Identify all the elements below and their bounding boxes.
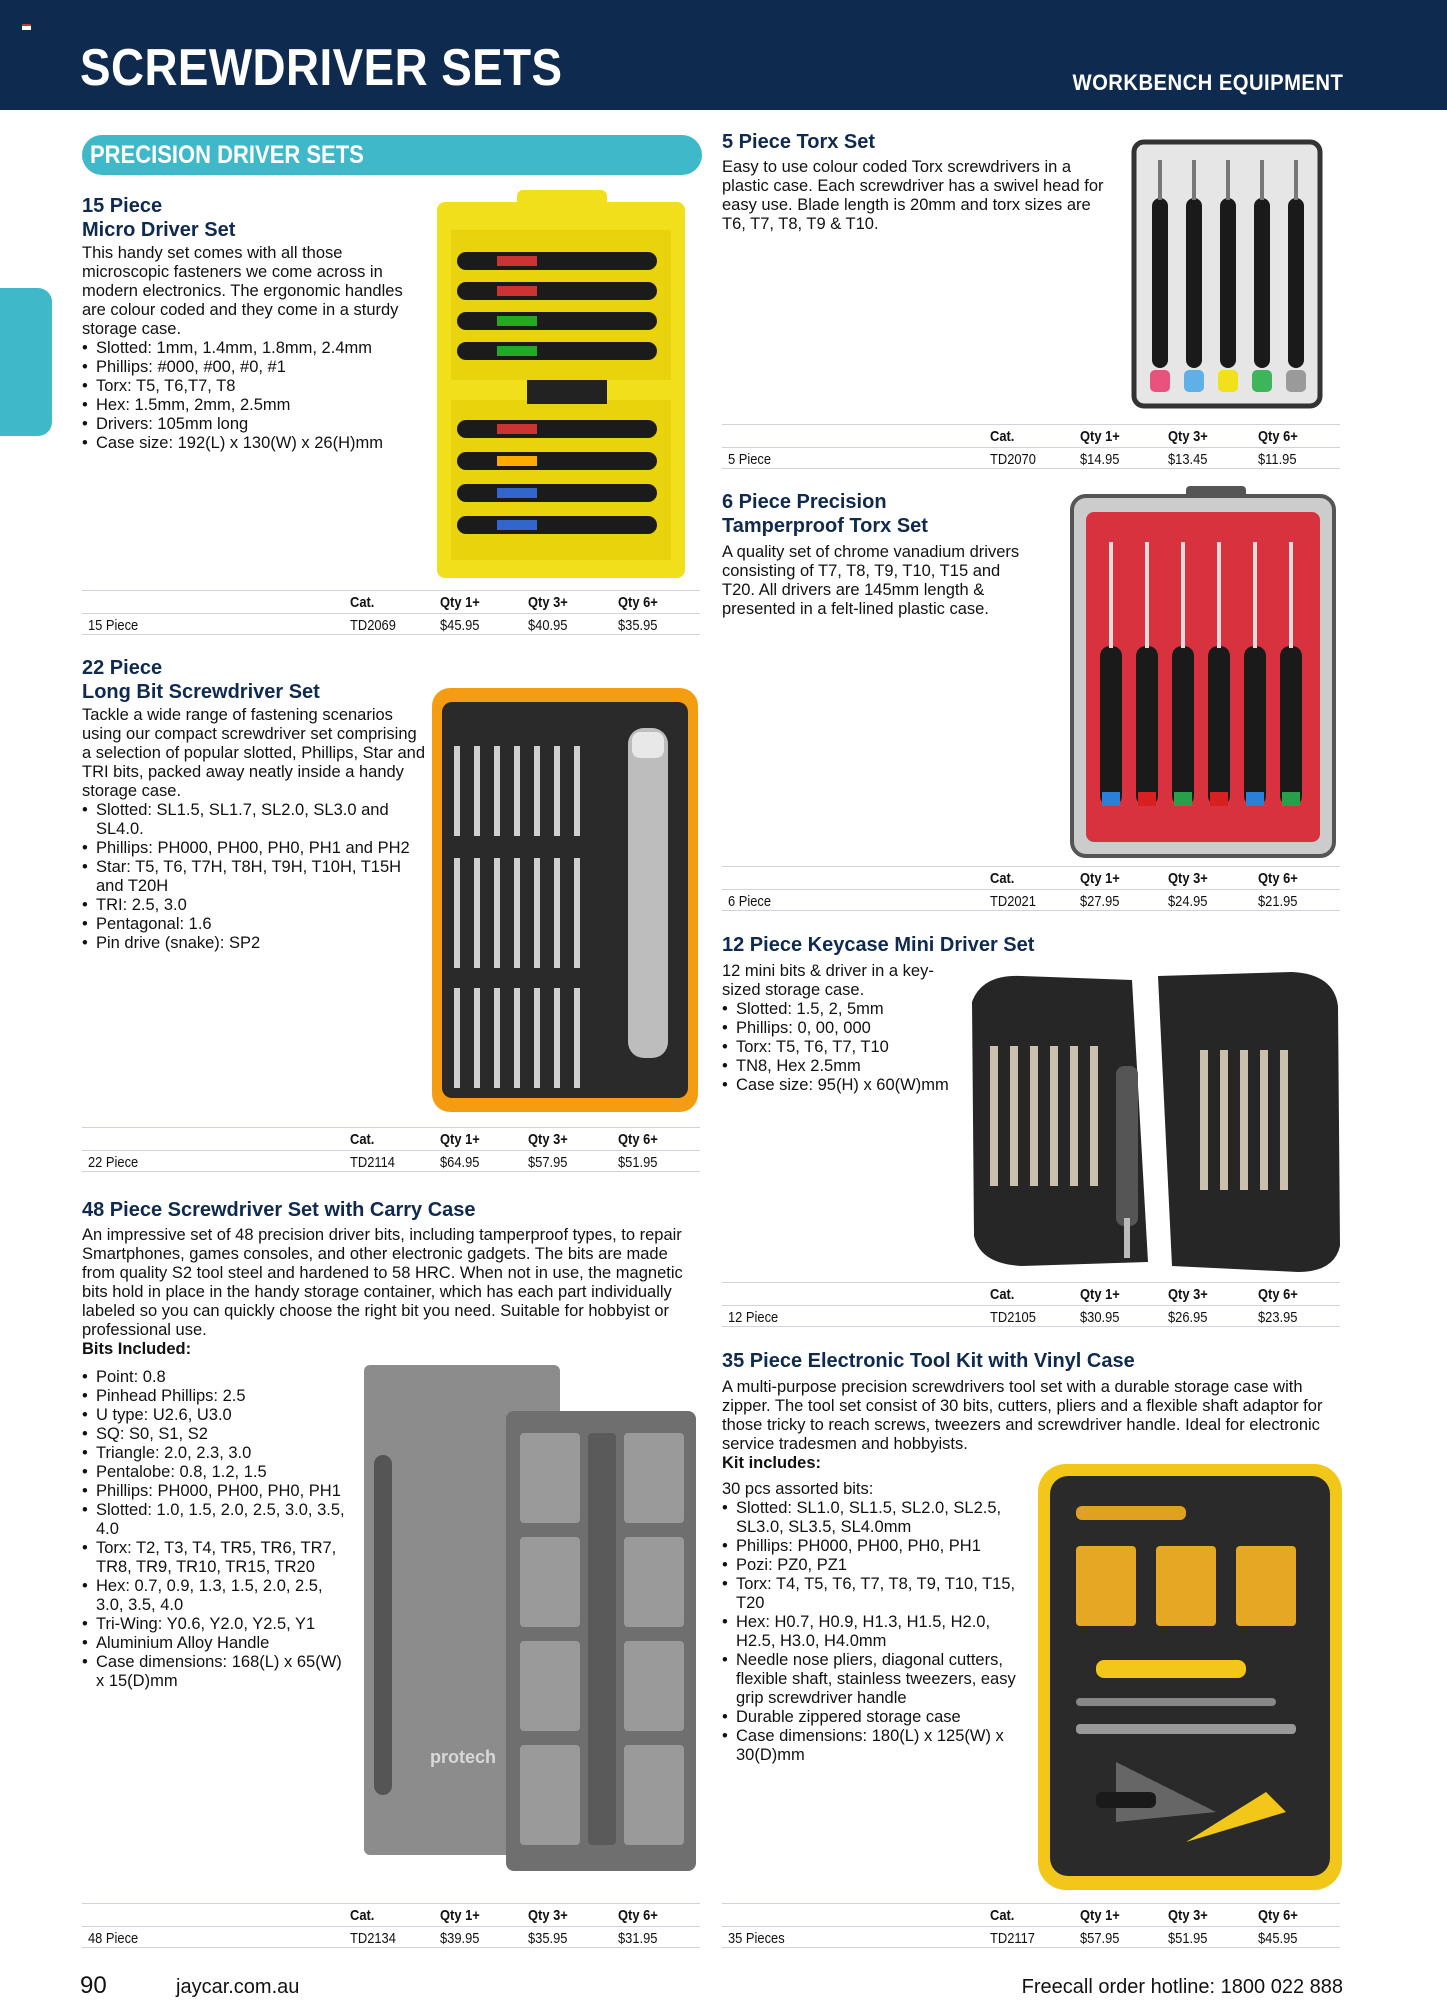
row-qty3: $13.45 (1168, 451, 1208, 468)
page-title: SCREWDRIVER SETS (80, 39, 563, 97)
section-subtitle: WORKBENCH EQUIPMENT (1072, 70, 1343, 95)
product-image-12-piece (962, 966, 1344, 1278)
row-name: 12 Piece (728, 1309, 779, 1326)
carry-case-graphic (364, 1365, 700, 1875)
product-desc-12-piece (722, 962, 952, 1095)
row-qty1: $30.95 (1080, 1309, 1120, 1326)
title-line-2: Long Bit Screwdriver Set (82, 681, 320, 703)
col-qty3: Qty 3+ (1168, 1286, 1208, 1303)
row-cat: TD2070 (990, 451, 1036, 468)
col-cat: Cat. (350, 1907, 375, 1924)
col-qty1: Qty 1+ (1080, 1907, 1120, 1924)
product-intro: Easy to use colour coded Torx screwdrivers in a plastic case. Each screwdriver has a swivel head for easy use. Blade length is 20mm and torx sizes are T6, T7, T8, T9 & T10. (722, 158, 1104, 233)
price-row (82, 1926, 700, 1948)
product-intro-48-piece (82, 1226, 700, 1359)
row-qty1: $39.95 (440, 1930, 480, 1947)
spec-item: • Hex: 1.5mm, 2mm, 2.5mm (82, 396, 427, 415)
product-image-35-piece (1036, 1462, 1344, 1892)
price-table-header (82, 1903, 700, 1925)
spec-item: • Star: T5, T6, T7H, T8H, T9H, T10H, T15H and T20H (82, 858, 427, 896)
col-qty1: Qty 1+ (440, 1131, 480, 1148)
kit-subheading: 30 pcs assorted bits: (722, 1480, 874, 1498)
spec-item: • Slotted: 1.0, 1.5, 2.0, 2.5, 3.0, 3.5, 4.0 (82, 1501, 352, 1539)
col-qty6: Qty 6+ (1258, 428, 1298, 445)
product-desc-6-piece (722, 543, 1032, 619)
price-row (722, 1305, 1340, 1327)
spec-item: • Phillips: PH000, PH00, PH0, PH1 (82, 1482, 352, 1501)
col-cat: Cat. (990, 428, 1015, 445)
spec-item: • Slotted: 1.5, 2, 5mm (722, 1000, 952, 1019)
row-cat: TD2134 (350, 1930, 396, 1947)
spec-list (722, 1499, 1022, 1765)
product-intro: Tackle a wide range of fastening scenarios using our compact screwdriver set comprising a selection of popular slotted, Phillips, Star and TRI bits, packed away neatly inside a handy storage case. (82, 706, 426, 800)
spec-item: • Phillips: 0, 00, 000 (722, 1019, 952, 1038)
spec-list (82, 339, 427, 453)
row-qty6: $31.95 (618, 1930, 658, 1947)
row-cat: TD2105 (990, 1309, 1036, 1326)
price-table-header (82, 1127, 700, 1149)
row-qty3: $57.95 (528, 1154, 568, 1171)
product-title-15-piece (82, 194, 235, 242)
spec-item: • Torx: T5, T6, T7, T10 (722, 1038, 952, 1057)
spec-item: • Case dimensions: 168(L) x 65(W) x 15(D)mm (82, 1653, 352, 1691)
col-qty6: Qty 6+ (1258, 1286, 1298, 1303)
row-name: 6 Piece (728, 893, 772, 910)
row-qty6: $45.95 (1258, 1930, 1298, 1947)
spec-list (82, 801, 427, 953)
title-line-1: 22 Piece (82, 657, 163, 679)
row-cat: TD2069 (350, 617, 396, 634)
col-qty3: Qty 3+ (528, 594, 568, 611)
product-intro: A quality set of chrome vanadium drivers consisting of T7, T8, T9, T10, T15 and T20. All drivers are 145mm length & presented in a felt-lined plastic case. (722, 543, 1020, 618)
row-qty1: $27.95 (1080, 893, 1120, 910)
spec-list (82, 1368, 352, 1691)
product-image-48-piece (364, 1365, 700, 1875)
row-qty1: $45.95 (440, 617, 480, 634)
spec-item: • Phillips: PH000, PH00, PH0, PH1 (722, 1537, 1022, 1556)
col-cat: Cat. (350, 594, 375, 611)
flag-icon (22, 24, 31, 30)
title-line-2: Tamperproof Torx Set (722, 515, 928, 537)
title-line-1: 6 Piece Precision (722, 491, 887, 513)
product-title-12-piece: 12 Piece Keycase Mini Driver Set (722, 934, 1035, 956)
row-qty6: $23.95 (1258, 1309, 1298, 1326)
spec-item: • Phillips: PH000, PH00, PH0, PH1 and PH2 (82, 839, 427, 858)
product-image-6-piece (1070, 486, 1344, 858)
product-title-35-piece: 35 Piece Electronic Tool Kit with Vinyl Case (722, 1350, 1135, 1372)
col-qty1: Qty 1+ (1080, 1286, 1120, 1303)
spec-item: • Hex: 0.7, 0.9, 1.3, 1.5, 2.0, 2.5, 3.0, 3.5, 4.0 (82, 1577, 352, 1615)
col-qty6: Qty 6+ (1258, 1907, 1298, 1924)
product-title-5-piece: 5 Piece Torx Set (722, 131, 876, 153)
spec-item: • TN8, Hex 2.5mm (722, 1057, 952, 1076)
spec-item: • Durable zippered storage case (722, 1708, 1022, 1727)
page-header (0, 0, 1447, 110)
col-qty1: Qty 1+ (440, 1907, 480, 1924)
col-qty3: Qty 3+ (528, 1907, 568, 1924)
product-intro-35-piece (722, 1378, 1340, 1473)
product-title-48-piece: 48 Piece Screwdriver Set with Carry Case (82, 1199, 476, 1221)
protech-logo: protech (430, 1747, 497, 1767)
spec-item: • Pozi: PZ0, PZ1 (722, 1556, 1022, 1575)
product-desc-15-piece (82, 244, 427, 453)
price-table-header (722, 1282, 1340, 1304)
row-cat: TD2021 (990, 893, 1036, 910)
row-qty3: $40.95 (528, 617, 568, 634)
product-intro: An impressive set of 48 precision driver bits, including tamperproof types, to repair Smartphones, games consoles, and other electronic gadgets. The bits are made from quality S2 tool steel and hardened to 58 HRC. When not in use, the magnetic bits hold in place in the handy storage container, which has each part individually labeled so you can quickly choose the right bit you need. Suitable for hobbyist or professional use. (82, 1226, 683, 1339)
col-cat: Cat. (990, 1907, 1015, 1924)
spec-item: • Hex: H0.7, H0.9, H1.3, H1.5, H2.0, H2.5, H3.0, H4.0mm (722, 1613, 1022, 1651)
spec-item: • Pin drive (snake): SP2 (82, 934, 427, 953)
product-intro: A multi-purpose precision screwdrivers tool set with a durable storage case with zipper. The tool set consist of 30 bits, cutters, pliers and a flexible shaft adaptor for those tricky to reach screws, tweezers and screwdriver handle. Ideal for electronic service tradesmen and hobbyists. (722, 1378, 1323, 1453)
row-name: 35 Pieces (728, 1930, 785, 1947)
col-qty3: Qty 3+ (1168, 428, 1208, 445)
price-row (82, 1150, 700, 1172)
product-image-15-piece (437, 190, 685, 578)
price-row (722, 447, 1340, 469)
product-intro: 12 mini bits & driver in a key-sized storage case. (722, 962, 934, 999)
col-qty1: Qty 1+ (1080, 870, 1120, 887)
price-table-header (722, 866, 1340, 888)
product-desc-22-piece (82, 706, 427, 953)
price-table-header (82, 590, 700, 612)
row-qty6: $21.95 (1258, 893, 1298, 910)
row-cat: TD2114 (350, 1154, 395, 1171)
spec-item: • Slotted: SL1.0, SL1.5, SL2.0, SL2.5, SL3.0, SL3.5, SL4.0mm (722, 1499, 1022, 1537)
row-qty1: $14.95 (1080, 451, 1120, 468)
col-cat: Cat. (990, 870, 1015, 887)
row-name: 15 Piece (88, 617, 139, 634)
row-qty1: $64.95 (440, 1154, 480, 1171)
spec-item: • Point: 0.8 (82, 1368, 352, 1387)
col-qty3: Qty 3+ (528, 1131, 568, 1148)
product-title-22-piece (82, 656, 320, 704)
col-qty1: Qty 1+ (1080, 428, 1120, 445)
spec-item: • Triangle: 2.0, 2.3, 3.0 (82, 1444, 352, 1463)
col-qty6: Qty 6+ (1258, 870, 1298, 887)
row-qty1: $57.95 (1080, 1930, 1120, 1947)
col-qty6: Qty 6+ (618, 594, 658, 611)
col-cat: Cat. (990, 1286, 1015, 1303)
product-image-5-piece (1130, 138, 1324, 410)
spec-list (722, 1000, 952, 1095)
row-qty6: $35.95 (618, 617, 658, 634)
col-qty1: Qty 1+ (440, 594, 480, 611)
spec-item: • Slotted: SL1.5, SL1.7, SL2.0, SL3.0 and SL4.0. (82, 801, 427, 839)
row-name: 22 Piece (88, 1154, 139, 1171)
spec-item: • SQ: S0, S1, S2 (82, 1425, 352, 1444)
spec-item: • Case size: 95(H) x 60(W)mm (722, 1076, 952, 1095)
row-qty6: $51.95 (618, 1154, 658, 1171)
product-image-22-piece (432, 688, 698, 1112)
product-bits-48-piece (82, 1368, 352, 1691)
price-table-header (722, 1903, 1340, 1925)
spec-item: • Pinhead Phillips: 2.5 (82, 1387, 352, 1406)
price-table-header (722, 424, 1340, 446)
product-intro: This handy set comes with all those microscopic fasteners we come across in modern electronics. The ergonomic handles are colour coded and they come in a sturdy storage case. (82, 244, 403, 338)
row-qty3: $24.95 (1168, 893, 1208, 910)
spec-item: • Torx: T5, T6,T7, T8 (82, 377, 427, 396)
col-cat: Cat. (350, 1131, 375, 1148)
col-qty3: Qty 3+ (1168, 1907, 1208, 1924)
spec-item: • Aluminium Alloy Handle (82, 1634, 352, 1653)
hotline-text: Freecall order hotline: 1800 022 888 (1021, 1976, 1343, 1998)
col-qty6: Qty 6+ (618, 1907, 658, 1924)
precision-driver-sets-banner (82, 135, 702, 175)
row-qty6: $11.95 (1258, 451, 1297, 468)
row-name: 5 Piece (728, 451, 772, 468)
product-desc-5-piece (722, 158, 1114, 234)
price-row (722, 1926, 1340, 1948)
col-qty6: Qty 6+ (618, 1131, 658, 1148)
spec-item: • Drivers: 105mm long (82, 415, 427, 434)
spec-item: • Case size: 192(L) x 130(W) x 26(H)mm (82, 434, 427, 453)
col-qty3: Qty 3+ (1168, 870, 1208, 887)
spec-item: • Pentalobe: 0.8, 1.2, 1.5 (82, 1463, 352, 1482)
row-cat: TD2117 (990, 1930, 1035, 1947)
row-qty3: $51.95 (1168, 1930, 1208, 1947)
spec-item: • Tri-Wing: Y0.6, Y2.0, Y2.5, Y1 (82, 1615, 352, 1634)
spec-item: • Torx: T4, T5, T6, T7, T8, T9, T10, T15, T20 (722, 1575, 1022, 1613)
price-row (722, 889, 1340, 911)
spec-item: • Needle nose pliers, diagonal cutters, flexible shaft, stainless tweezers, easy grip screwdriver handle (722, 1651, 1022, 1708)
spec-item: • Slotted: 1mm, 1.4mm, 1.8mm, 2.4mm (82, 339, 427, 358)
row-qty3: $26.95 (1168, 1309, 1208, 1326)
product-kit-35-piece (722, 1480, 1022, 1765)
price-row (82, 613, 700, 635)
bits-heading: Bits Included: (82, 1340, 192, 1358)
title-line-2: Micro Driver Set (82, 219, 236, 241)
website-link[interactable]: jaycar.com.au (176, 1976, 300, 1998)
spec-item: • TRI: 2.5, 3.0 (82, 896, 427, 915)
spec-item: • U type: U2.6, U3.0 (82, 1406, 352, 1425)
spec-item: • Phillips: #000, #00, #0, #1 (82, 358, 427, 377)
title-line-1: 15 Piece (82, 195, 163, 217)
kit-heading: Kit includes: (722, 1454, 822, 1472)
spec-item: • Case dimensions: 180(L) x 125(W) x 30(D)mm (722, 1727, 1022, 1765)
row-name: 48 Piece (88, 1930, 139, 1947)
spec-item: • Torx: T2, T3, T4, TR5, TR6, TR7, TR8, TR9, TR10, TR15, TR20 (82, 1539, 352, 1577)
spec-item: • Pentagonal: 1.6 (82, 915, 427, 934)
row-qty3: $35.95 (528, 1930, 568, 1947)
side-tab-marker (0, 288, 52, 436)
page-number: 90 (80, 1972, 107, 1999)
product-title-6-piece (722, 490, 928, 538)
banner-label: PRECISION DRIVER SETS (90, 141, 364, 169)
